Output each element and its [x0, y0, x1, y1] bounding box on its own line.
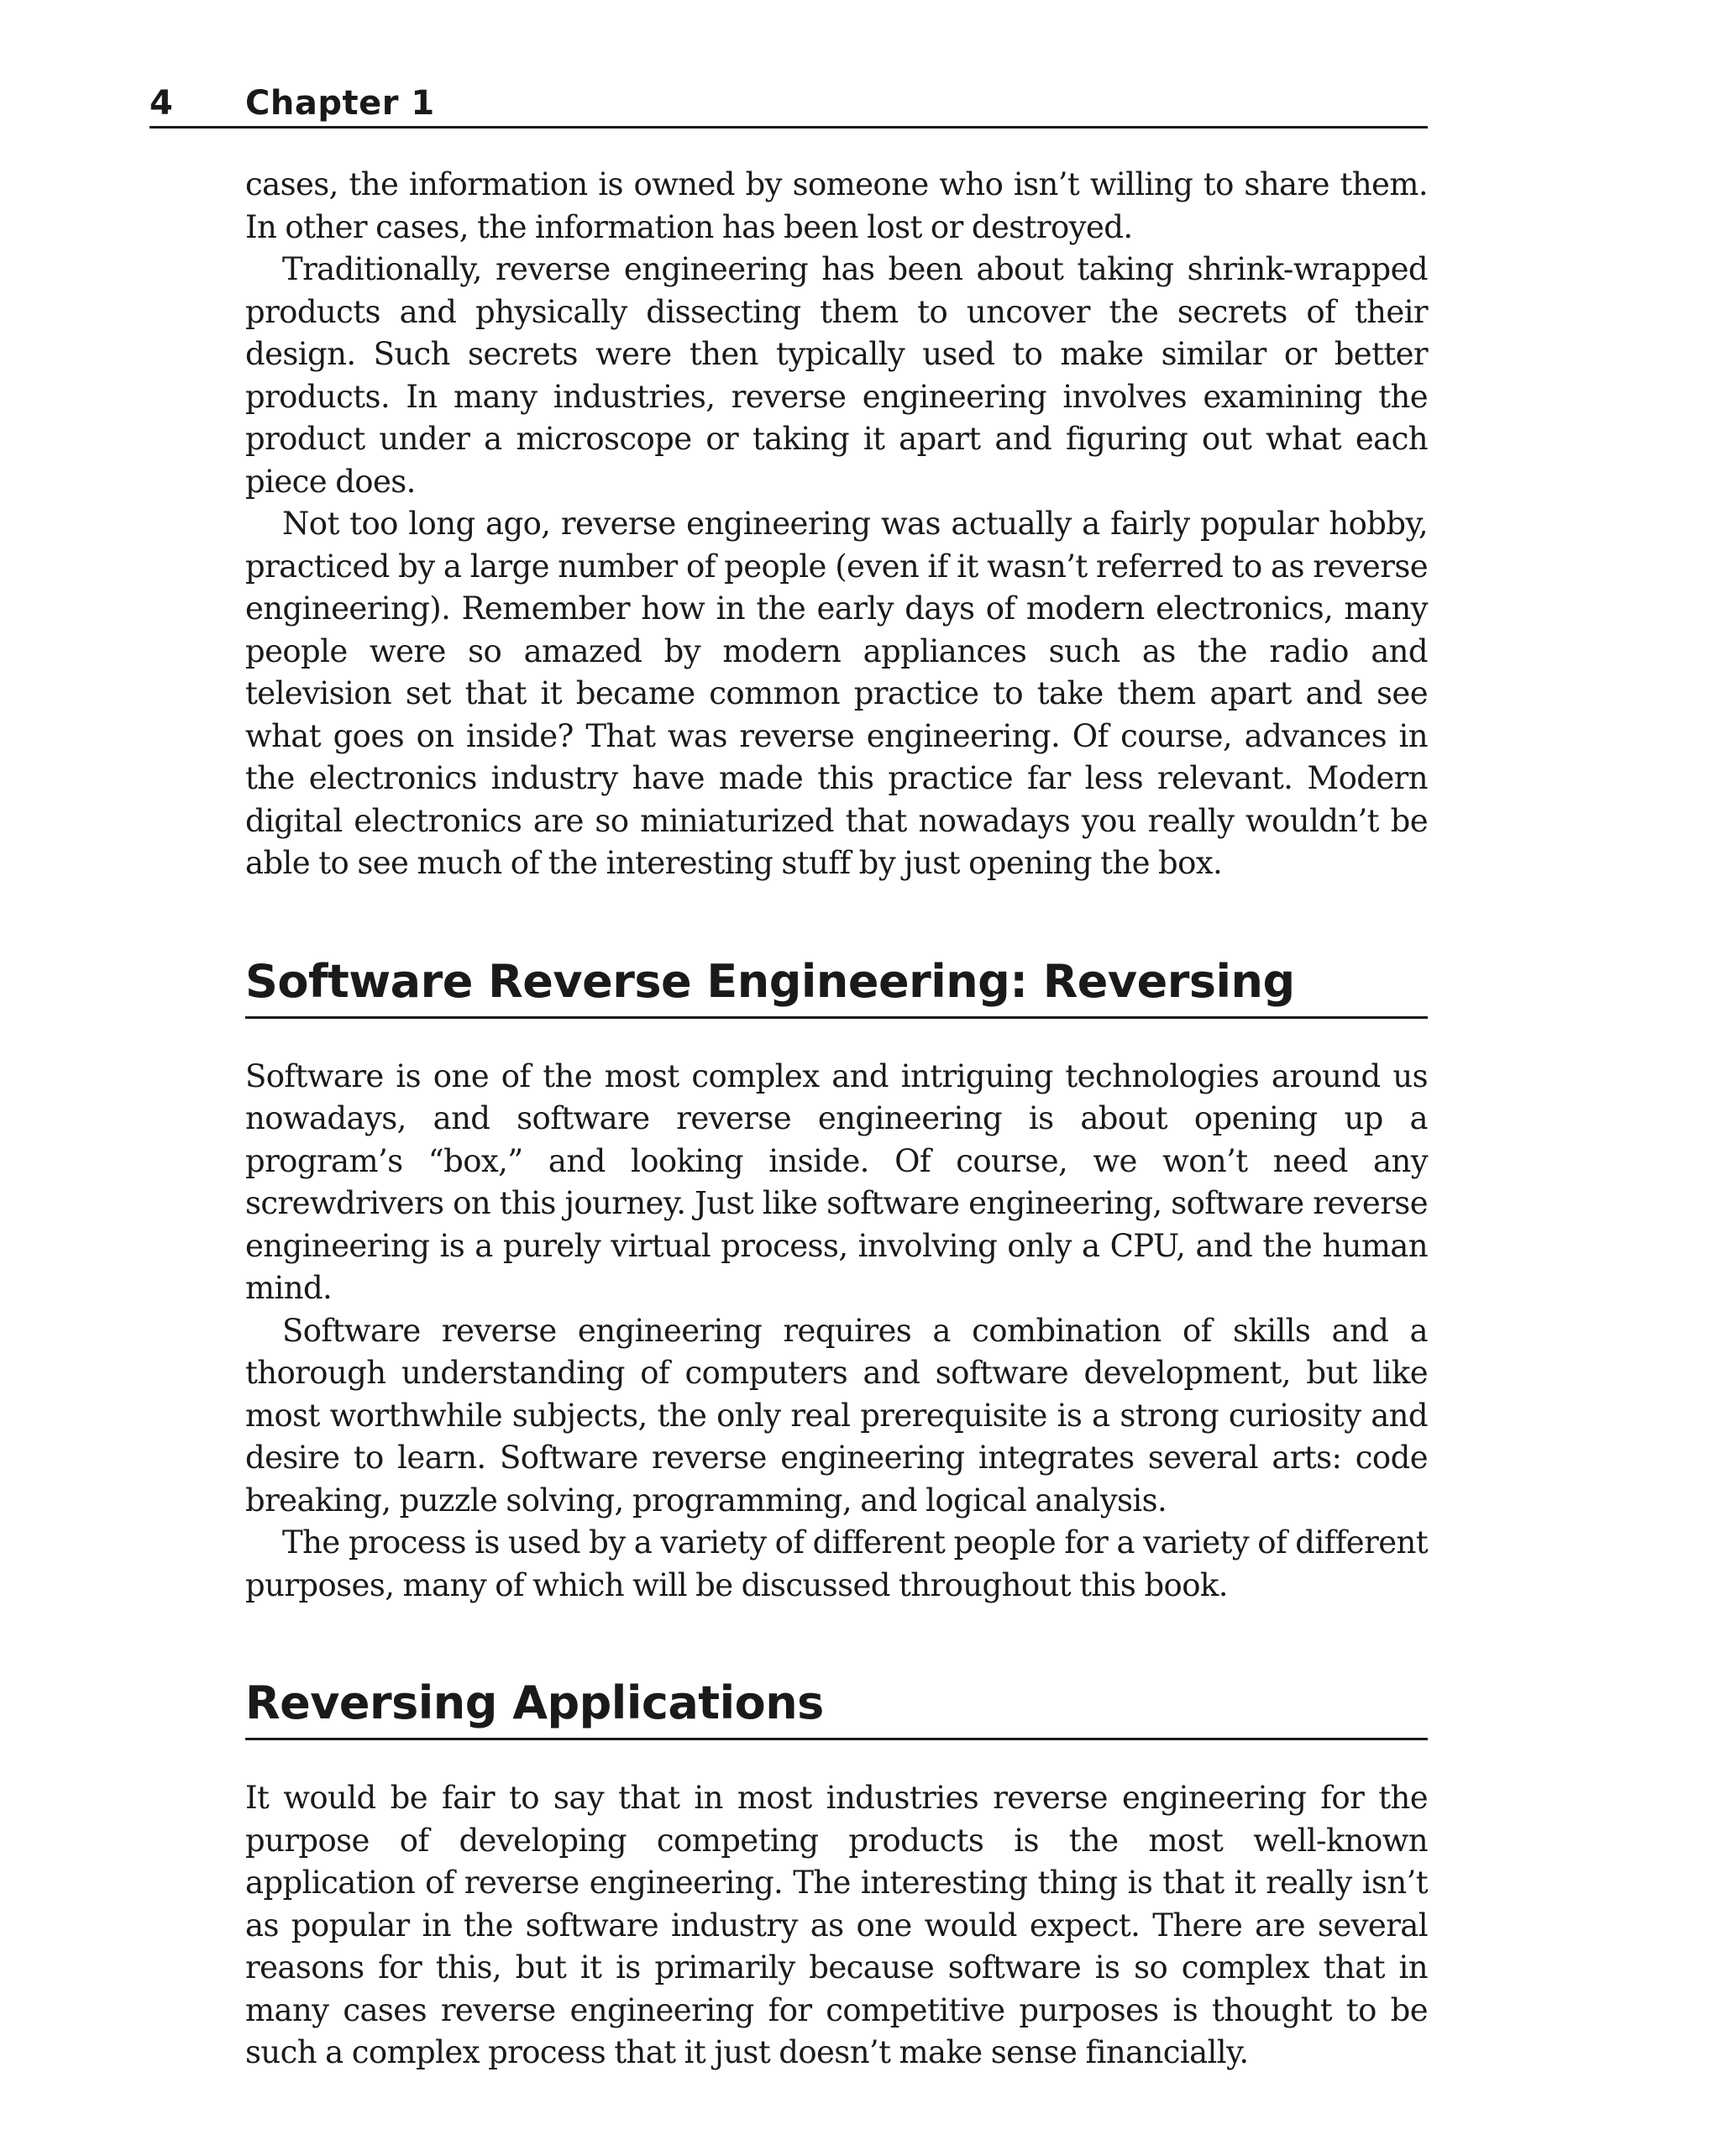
body-paragraph: Software reverse engineering requires a combination of skills and a thorough understanding of computers and software development, but like most worthwhile subjects, the only real prerequisite is a strong curiosity and desire to learn. Software reverse engineering integrates several arts: code breaking, puzzle solving, programming, and logical analysis. — [245, 1312, 1428, 1519]
running-head — [149, 82, 1428, 129]
body-paragraph: cases, the information is owned by someone who isn’t willing to share them. In other cases, the information has been lost or destroyed. — [245, 166, 1428, 245]
body-paragraph: Traditionally, reverse engineering has been about taking shrink-wrapped products and physically dissecting them to uncover the secrets of their design. Such secrets were then typically used to make similar or better products. In many industries, reverse engineering involves examining the product under a microscope or taking it apart and figuring out what each piece does. — [245, 251, 1428, 500]
body-paragraph: It would be fair to say that in most industries reverse engineering for the purpose of developing competing products is the most well-known application of reverse engineering. The interesting thing is that it really isn’t as popular in the software industry as one would expect. There are several reasons for this, but it is primarily because software is so complex that in many cases reverse engineering for competitive purposes is thought to be such a complex process that it just doesn’t make sense financially. — [245, 1780, 1428, 2070]
body-paragraph: The process is used by a variety of different people for a variety of different purposes, many of which will be discussed throughout this book. — [245, 1524, 1428, 1603]
body-paragraph: Not too long ago, reverse engineering was actually a fairly popular hobby, practiced by a large number of people (even if it wasn’t referred to as reverse engineering). Remember how in the early days of modern electronics, many people were so amazed by modern appliances such as the radio and television set that it became common practice to take them apart and see what goes on inside? That was reverse engineering. Of course, advances in the electronics industry have made this practice far less relevant. Modern digital electronics are so miniaturized that nowadays you really wouldn’t be able to see much of the interesting stuff by just opening the box. — [245, 506, 1428, 881]
chapter-label: Chapter 1 — [245, 84, 435, 123]
body-paragraph: Software is one of the most complex and intriguing technologies around us nowadays, and software reverse engineering is about opening up a program’s “box,” and looking inside. Of course, we won’t need any screwdrivers on this journey. Just like software engineering, software reverse engineering is a purely virtual process, involving only a CPU, and the human mind. — [245, 1057, 1428, 1306]
section-heading-software-reverse-engineering: Software Reverse Engineering: Reversing — [245, 952, 1428, 1019]
page-body — [245, 164, 1428, 2075]
page-number: 4 — [149, 84, 173, 123]
section-heading-reversing-applications: Reversing Applications — [245, 1674, 1428, 1740]
